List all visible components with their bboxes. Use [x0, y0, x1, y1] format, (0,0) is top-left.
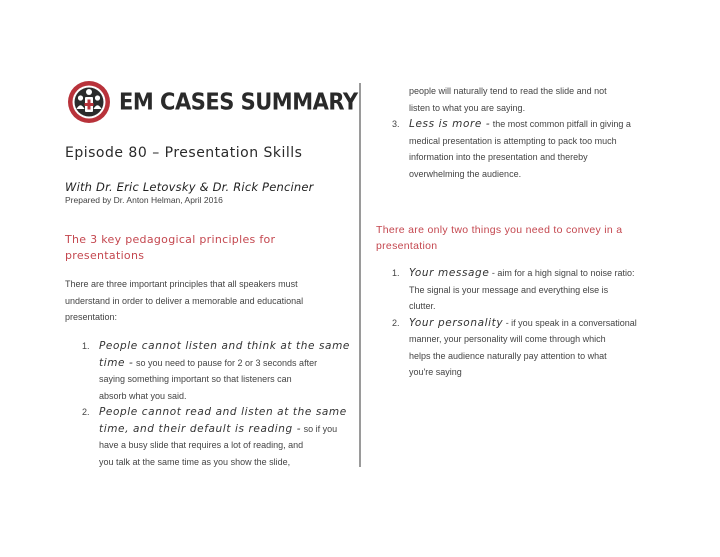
- hosts-line: With Dr. Eric Letovsky & Dr. Rick Penciner: [65, 180, 314, 194]
- line-text: saying something important so that listeners can: [99, 374, 292, 384]
- left-heading-line: The 3 key pedagogical principles for: [65, 233, 276, 246]
- list-line: [409, 364, 704, 381]
- emphasis: time -: [99, 356, 134, 369]
- list-line: [99, 454, 359, 471]
- line-text: absorb what you said.: [99, 390, 187, 401]
- list-line: [409, 282, 704, 299]
- list-item: [384, 315, 704, 381]
- logo: [67, 80, 358, 124]
- list-item: [384, 265, 704, 315]
- line-text: - if you speak in a conversational: [503, 317, 637, 328]
- list-number: 1.: [82, 341, 90, 351]
- list-line: [409, 166, 704, 183]
- right-section-heading: [376, 222, 622, 254]
- list-line: [409, 331, 704, 348]
- emphasis: Your personality: [409, 316, 504, 329]
- list-number: 2.: [82, 407, 90, 417]
- prepared-by: Prepared by Dr. Anton Helman, April 2016: [65, 195, 223, 205]
- line-text: the most common pitfall in giving a: [490, 119, 631, 129]
- list-line: [99, 437, 359, 454]
- right-principle-3-list: [384, 116, 704, 182]
- list-line: [99, 355, 359, 372]
- list-line: [409, 265, 704, 282]
- line-text: - aim for a high signal to noise ratio:: [489, 268, 635, 278]
- line-text: manner, your personality will come through which: [409, 334, 606, 344]
- list-item: [74, 338, 359, 404]
- continued-line: people will naturally tend to read the slide and not: [409, 86, 607, 96]
- line-text: The signal is your message and everything else is: [409, 284, 609, 295]
- list-number: 1.: [392, 268, 400, 278]
- left-section-heading: [65, 232, 275, 264]
- right-continued-text: [409, 83, 709, 116]
- list-line: [409, 116, 704, 133]
- emphasis: People cannot listen and think at the same: [99, 340, 350, 352]
- list-number: 3.: [392, 119, 400, 129]
- list-line: [99, 404, 359, 421]
- line-text: you're saying: [409, 367, 462, 377]
- list-line: [409, 298, 704, 315]
- emphasis: Less is more -: [409, 118, 491, 130]
- episode-title: Episode 80 – Presentation Skills: [65, 145, 303, 161]
- right-heading-line: presentation: [376, 240, 438, 252]
- list-line: [99, 388, 359, 405]
- list-line: [99, 421, 359, 438]
- line-text: so you need to pause for 2 or 3 seconds after: [133, 357, 318, 368]
- left-heading-line: presentations: [65, 249, 145, 262]
- continued-line: listen to what you are saying.: [409, 102, 526, 113]
- line-text: clutter.: [409, 301, 436, 311]
- list-item: [384, 116, 704, 182]
- list-line: [409, 315, 704, 332]
- intro-line: presentation:: [65, 312, 118, 322]
- line-text: overwhelming the audience.: [409, 168, 522, 179]
- line-text: medical presentation is attempting to pack too much: [409, 135, 617, 146]
- left-intro: [65, 276, 355, 326]
- line-text: information into the presentation and thereby: [409, 152, 588, 162]
- intro-line: understand in order to deliver a memorable and educational: [65, 295, 304, 306]
- right-heading-line: There are only two things you need to convey in a: [376, 224, 623, 236]
- emphasis: Your message: [409, 267, 490, 279]
- line-text: so if you: [301, 423, 338, 434]
- list-line: [409, 133, 704, 150]
- right-two-things-list: [384, 265, 704, 381]
- intro-line: There are three important principles that all speakers must: [65, 279, 298, 289]
- list-line: [409, 149, 704, 166]
- line-text: you talk at the same time as you show the slide,: [99, 456, 291, 467]
- line-text: have a busy slide that requires a lot of reading, and: [99, 440, 304, 450]
- logo-text: EM CASES SUMMARY: [119, 89, 358, 115]
- line-text: helps the audience naturally pay attention to what: [409, 350, 607, 361]
- list-item: [74, 404, 359, 470]
- list-line: [409, 348, 704, 365]
- list-line: [99, 338, 359, 355]
- logo-badge-icon: [67, 80, 111, 124]
- column-divider: [359, 83, 361, 467]
- list-line: [99, 371, 359, 388]
- left-principles-list: [74, 338, 359, 470]
- list-number: 2.: [392, 317, 400, 328]
- emphasis: time, and their default is reading -: [99, 422, 302, 435]
- emphasis: People cannot read and listen at the same: [99, 406, 347, 418]
